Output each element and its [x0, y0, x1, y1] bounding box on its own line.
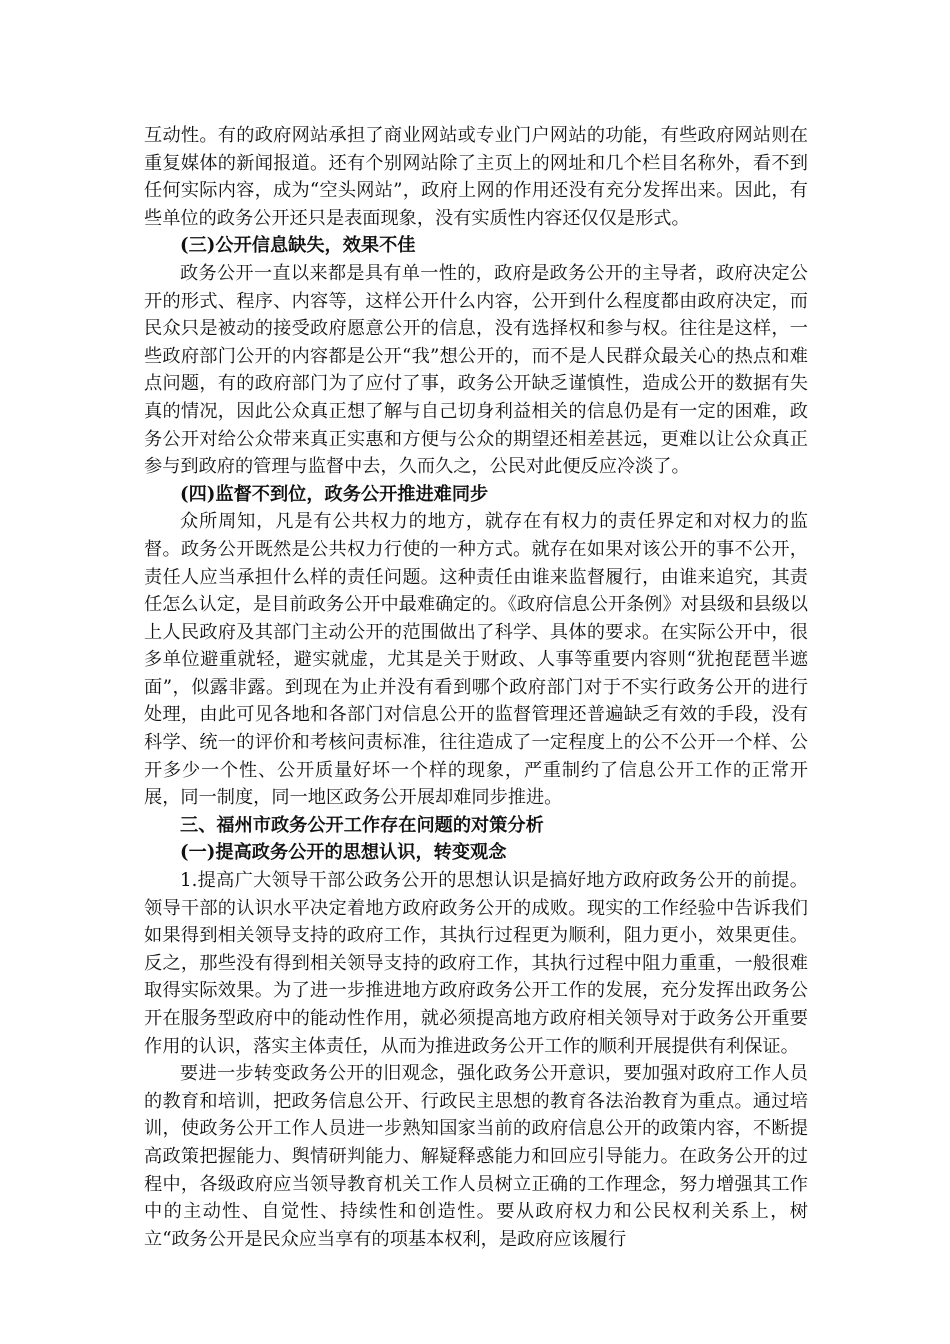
body-paragraph: 互动性。有的政府网站承担了商业网站或专业门户网站的功能，有些政府网站则在重复媒体的新闻报道。还有个别网站除了主页上的网址和几个栏目名称外，看不到任何实际内容，成为“空头网站”，政府上网的作用还没有充分发挥出来。因此，有些单位的政务公开还只是表面现象，没有实质性内容还仅仅是形式。: [144, 125, 808, 229]
section-heading: (四)监督不到位，政务公开推进难同步: [180, 483, 489, 505]
body-paragraph: 政务公开一直以来都是具有单一性的，政府是政务公开的主导者，政府决定公开的形式、程序、内容等，这样公开什么内容，公开到什么程度都由政府决定，而民众只是被动的接受政府愿意公开的信息，没有选择权和参与权。往往是这样，一些政府部门公开的内容都是公开“我”想公开的，而不是人民群众最关心的热点和难点问题，有的政府部门为了应付了事，政务公开缺乏谨慎性，造成公开的数据有失真的情况，因此公众真正想了解与自己切身利益相关的信息仍是有一定的困难，政务公开对给公众带来真正实惠和方便与公众的期望还相差甚远，更难以让公众真正参与到政府的管理与监督中去，久而久之，公民对此便反应冷淡了。: [144, 262, 808, 478]
chapter-heading: 三、福州市政务公开工作存在问题的对策分析: [180, 814, 544, 836]
body-paragraph: 要进一步转变政务公开的旧观念，强化政务公开意识，要加强对政府工作人员的教育和培训，把政务信息公开、行政民主思想的教育各法治教育为重点。通过培训，使政务公开工作人员进一步熟知国家当前的政府信息公开的政策内容，不断提高政策把握能力、舆情研判能力、解疑释惑能力和回应引导能力。在政务公开的过程中，各级政府应当领导教育机关工作人员树立正确的工作理念，努力增强其工作中的主动性、自觉性、持续性和创造性。要从政府权力和公民权利关系上，树立“政务公开是民众应当享有的项基本权利，是政府应该履行: [144, 1063, 808, 1250]
section-heading: (三)公开信息缺失，效果不佳: [180, 235, 416, 257]
body-paragraph: 众所周知，凡是有公共权力的地方，就存在有权力的责任界定和对权力的监督。政务公开既然是公共权力行使的一种方式。就存在如果对该公开的事不公开，责任人应当承担什么样的责任问题。这种责任由谁来监督履行，由谁来追究，其责任怎么认定，是目前政务公开中最难确定的。《政府信息公开条例》对县级和县级以上人民政府及其部门主动公开的范围做出了科学、具体的要求。在实际公开中，很多单位避重就轻，避实就虚，尤其是关于财政、人事等重要内容则“犹抱琵琶半遮面”，似露非露。到现在为止并没有看到哪个政府部门对于不实行政务公开的进行处理，由此可见各地和各部门对信息公开的监督管理还普遍缺乏有效的手段，没有科学、统一的评价和考核问责标准，往往造成了一定程度上的公不公开一个样、公开多少一个性、公开质量好坏一个样的现象，严重制约了信息公开工作的正常开展，同一制度，同一地区政务公开展却难同步推进。: [144, 511, 808, 809]
document-page: [144, 122, 808, 1253]
body-paragraph: 1.提高广大领导干部公政务公开的思想认识是搞好地方政府政务公开的前提。领导干部的认识水平决定着地方政府政务公开的成败。现实的工作经验中告诉我们如果得到相关领导支持的政府工作，其执行过程更为顺利，阻力更小，效果更佳。反之，那些没有得到相关领导支持的政府工作，其执行过程中阻力重重，一般很难取得实际效果。为了进一步推进地方政府政务公开工作的发展，充分发挥出政务公开在服务型政府中的能动性作用，就必须提高地方政府相关领导对于政务公开重要作用的认识，落实主体责任，从而为推进政务公开工作的顺利开展提供有利保证。: [144, 870, 808, 1057]
section-heading: (一)提高政务公开的思想认识，转变观念: [180, 842, 507, 864]
